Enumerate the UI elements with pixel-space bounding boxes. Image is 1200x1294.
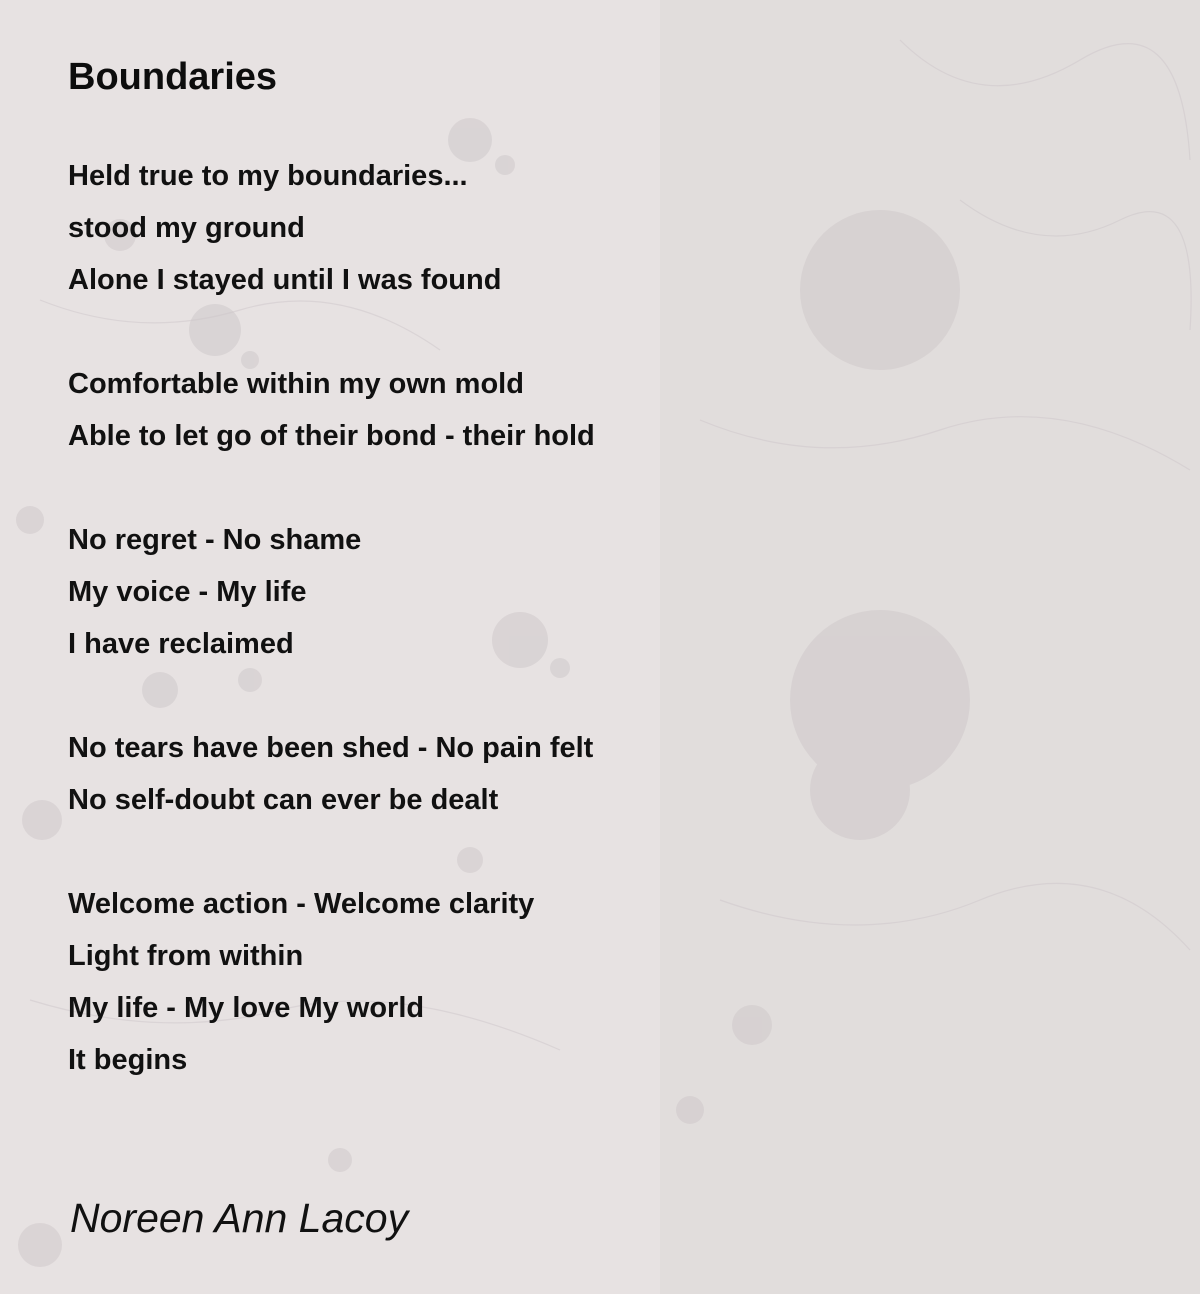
poem-line: No regret - No shame [68, 524, 362, 556]
poem-line: Light from within [68, 940, 304, 972]
poem-line: No tears have been shed - No pain felt [68, 732, 594, 764]
poem-line: Able to let go of their bond - their hold [68, 420, 595, 452]
stanza-gap [68, 462, 595, 514]
stanza-gap [68, 306, 595, 358]
poem-line: Comfortable within my own mold [68, 368, 524, 400]
poem-line: My voice - My life [68, 576, 307, 608]
stanza-gap [68, 670, 595, 722]
stanza [68, 722, 595, 826]
poem-line: No self-doubt can ever be dealt [68, 784, 499, 816]
poem-author: Noreen Ann Lacoy [70, 1195, 409, 1241]
stanza [68, 358, 595, 462]
stanza [68, 150, 595, 306]
poem-line: I have reclaimed [68, 628, 294, 660]
stanza [68, 514, 595, 670]
poem-body [68, 150, 595, 1086]
stanza [68, 878, 595, 1086]
poem-line: Welcome action - Welcome clarity [68, 888, 535, 920]
poem-line: stood my ground [68, 212, 305, 244]
poem-title: Boundaries [68, 56, 278, 98]
stanza-gap [68, 826, 595, 878]
poem-line: My life - My love My world [68, 992, 425, 1024]
poem-line: It begins [68, 1044, 188, 1076]
poem-line: Alone I stayed until I was found [68, 264, 502, 296]
poem-line: Held true to my boundaries... [68, 160, 468, 192]
